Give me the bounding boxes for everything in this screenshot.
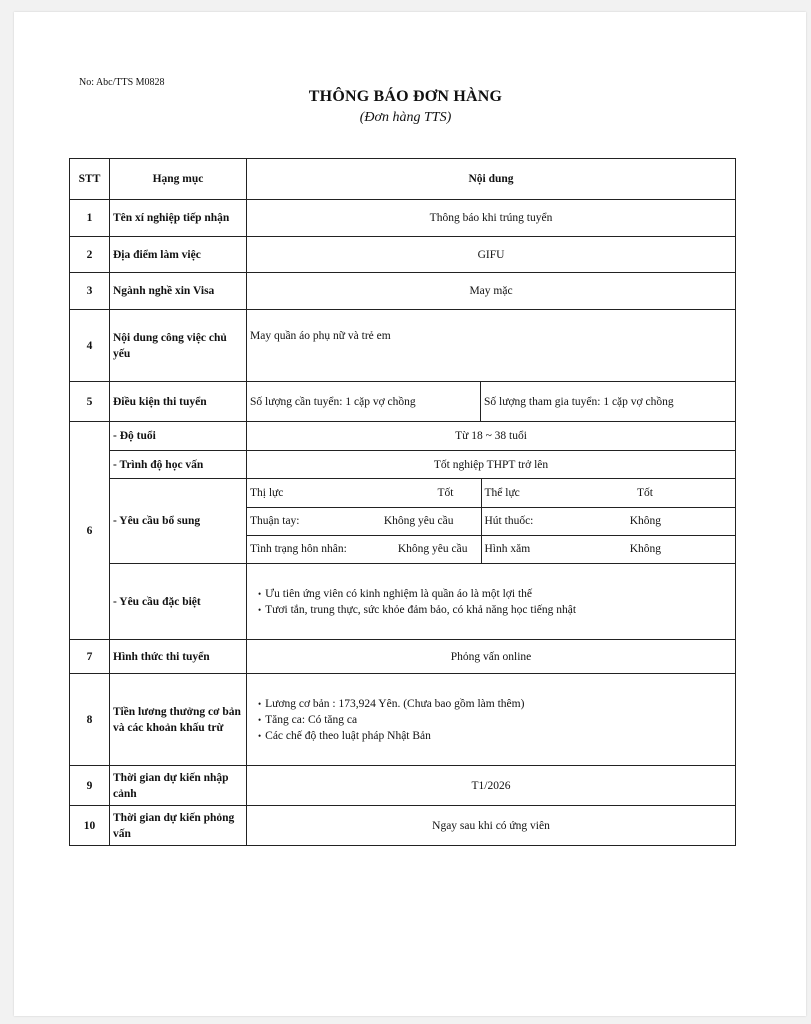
table-row (70, 766, 736, 806)
extra-cell: Thị lực Tốt (247, 479, 481, 507)
age-label: - Độ tuổi (110, 422, 247, 451)
list-item: • Lương cơ bản : 173,924 Yên. (Chưa bao gồm làm thêm) (258, 696, 732, 712)
extra-requirements-grid (247, 479, 736, 564)
salary-value (247, 674, 736, 766)
table-row (70, 422, 736, 451)
row-value: Thông báo khi trúng tuyển (247, 200, 736, 237)
table-row (70, 310, 736, 382)
table-row (70, 382, 736, 422)
extra-requirements-label: - Yêu cầu bổ sung (110, 479, 247, 564)
document-title: THÔNG BÁO ĐƠN HÀNG (308, 88, 503, 105)
age-value: Từ 18 ~ 38 tuổi (247, 422, 736, 451)
recruit-count: Số lượng cần tuyển: 1 cặp vợ chồng (247, 382, 481, 422)
row-label: Địa điểm làm việc (110, 237, 247, 273)
table-row (70, 479, 736, 564)
header-stt: STT (70, 159, 110, 200)
table-row (70, 200, 736, 237)
row-label: Thời gian dự kiến nhập cảnh (110, 766, 247, 806)
row-stt: 9 (70, 766, 110, 806)
row-stt: 4 (70, 310, 110, 382)
row-value: Ngay sau khi có ứng viên (247, 806, 736, 846)
row-label: Thời gian dự kiến phỏng vấn (110, 806, 247, 846)
row-label: Nội dung công việc chủ yếu (110, 310, 247, 382)
table-row (70, 564, 736, 640)
list-item: • Tươi tắn, trung thực, sức khỏe đảm bảo, có khả năng học tiếng nhật (258, 602, 732, 618)
list-item: • Tăng ca: Có tăng ca (258, 712, 732, 728)
document-subtitle: (Đơn hàng TTS) (359, 110, 452, 125)
row-label: Điều kiện thi tuyển (110, 382, 247, 422)
order-table (69, 158, 736, 846)
extra-cell: Tình trạng hôn nhân: Không yêu cầu (247, 535, 481, 563)
row-value: GIFU (247, 237, 736, 273)
row-label: Tiền lương thưởng cơ bản và các khoản khấu trừ (110, 674, 247, 766)
header-content: Nội dung (247, 159, 736, 200)
extra-cell: Thuận tay: Không yêu cầu (247, 507, 481, 535)
table-row (70, 273, 736, 310)
extra-cell: Hình xăm Không (481, 535, 736, 563)
row-stt: 7 (70, 640, 110, 674)
extra-requirements-table (247, 479, 736, 563)
row-value: May mặc (247, 273, 736, 310)
row-stt: 8 (70, 674, 110, 766)
row-stt: 2 (70, 237, 110, 273)
table-header-row (70, 159, 736, 200)
list-item: • Các chế độ theo luật pháp Nhật Bản (258, 728, 732, 744)
row-stt: 1 (70, 200, 110, 237)
table-row (70, 674, 736, 766)
row-stt: 5 (70, 382, 110, 422)
row-value: May quần áo phụ nữ và trẻ em (247, 310, 736, 382)
special-requirements-label: - Yêu cầu đặc biệt (110, 564, 247, 640)
list-item: • Ưu tiên ứng viên có kinh nghiệm là quần áo là một lợi thế (258, 586, 732, 602)
special-requirements-value (247, 564, 736, 640)
education-label: - Trình độ học vấn (110, 451, 247, 479)
table-row (70, 451, 736, 479)
extra-cell: Hút thuốc: Không (481, 507, 736, 535)
document-number: No: Abc/TTS M0828 (79, 77, 165, 88)
table-row (70, 640, 736, 674)
row-value: Phỏng vấn online (247, 640, 736, 674)
education-value: Tốt nghiệp THPT trở lên (247, 451, 736, 479)
row-label: Ngành nghề xin Visa (110, 273, 247, 310)
row-value: T1/2026 (247, 766, 736, 806)
table-row (70, 806, 736, 846)
header-category: Hạng mục (110, 159, 247, 200)
table-row (70, 237, 736, 273)
row-stt: 10 (70, 806, 110, 846)
row-label: Tên xí nghiệp tiếp nhận (110, 200, 247, 237)
participant-count: Số lượng tham gia tuyển: 1 cặp vợ chồng (481, 382, 736, 422)
row-stt: 6 (70, 422, 110, 640)
row-stt: 3 (70, 273, 110, 310)
extra-cell: Thể lực Tốt (481, 479, 736, 507)
row-label: Hình thức thi tuyển (110, 640, 247, 674)
